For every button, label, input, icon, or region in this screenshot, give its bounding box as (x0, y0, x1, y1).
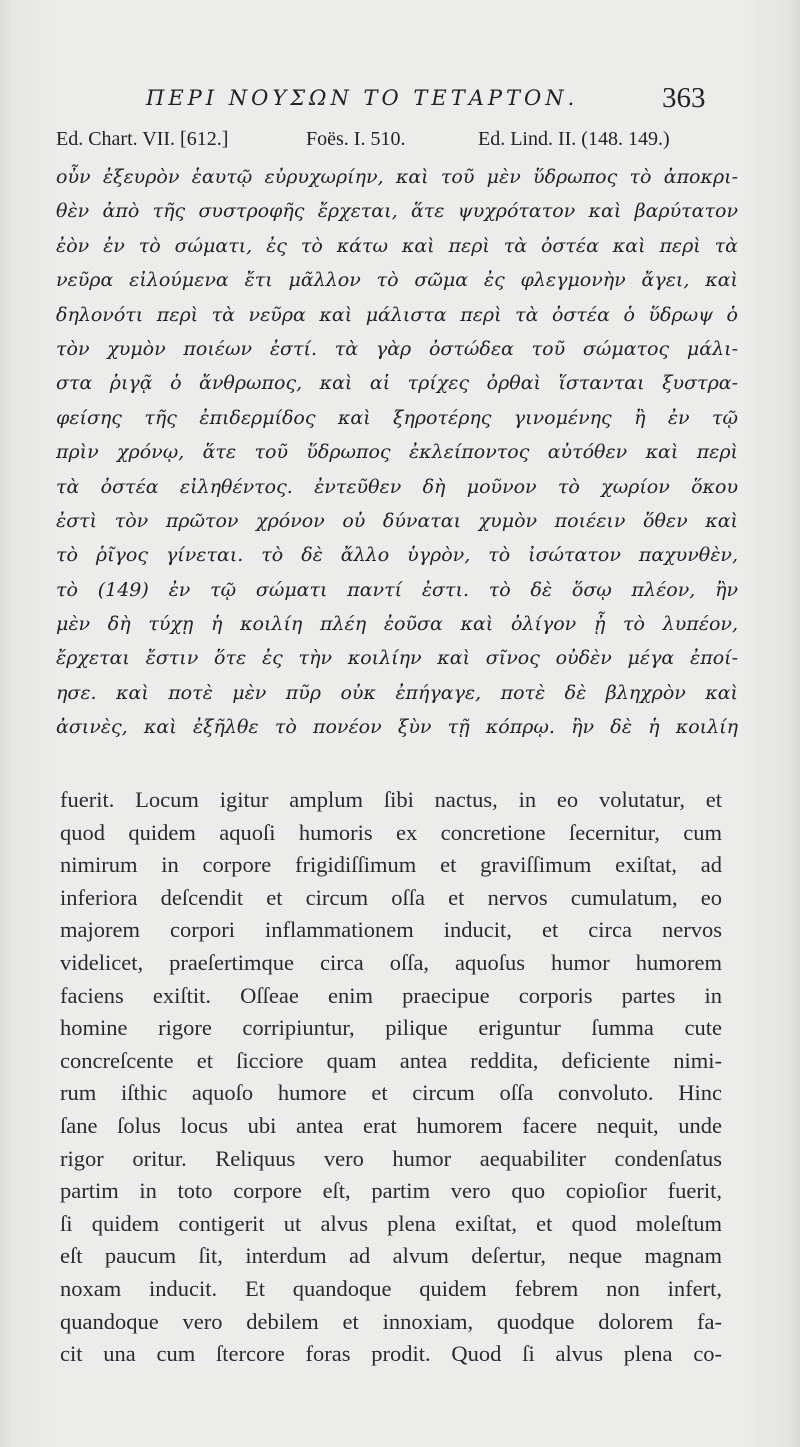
latin-line: faciens exiſtit. Oſſeae enim praecipue corporis partes in (60, 982, 722, 1008)
latin-line: ſi quidem contigerit ut alvus plena exiſtat, et quod moleſtum (60, 1210, 722, 1236)
latin-line: nimirum in corpore frigidiſſimum et graviſſimum exiſtat, ad (60, 852, 722, 878)
greek-line: ἐστὶ τὸν πρῶτον χρόνον οὐ δύναται χυμὸν ποιέειν ὅθεν καὶ (56, 509, 738, 532)
greek-line: θὲν ἀπὸ τῆς συστροφῆς ἔρχεται, ἅτε ψυχρότατον καὶ βαρύτατον (56, 200, 738, 223)
greek-line: νεῦρα εἰλούμενα ἔτι μᾶλλον τὸ σῶμα ἐς φλεγμονὴν ἄγει, καὶ (56, 269, 738, 292)
latin-line: quod quidem aquoſi humoris ex concretione ſecernitur, cum (60, 819, 722, 845)
greek-line: τὸ (149) ἐν τῷ σώματι παντί ἐστι. τὸ δὲ ὅσῳ πλέον, ἢν (56, 578, 738, 601)
greek-line: τὸ ῥῖγος γίνεται. τὸ δὲ ἄλλο ὑγρὸν, τὸ ἰσώτατον παχυνθὲν, (56, 544, 738, 567)
latin-line: noxam inducit. Et quandoque quidem febrem non infert, (60, 1275, 722, 1301)
edition-chartier: Ed. Chart. VII. [612.] (56, 128, 229, 150)
greek-line: πρὶν χρόνῳ, ἅτε τοῦ ὕδρωπος ἐκλείποντος αὐτόθεν καὶ περὶ (56, 441, 738, 464)
edition-linden: Ed. Lind. II. (148. 149.) (478, 128, 670, 150)
page-number: 363 (662, 82, 706, 114)
latin-line: fuerit. Locum igitur amplum ſibi nactus, in eo volutatur, et (60, 787, 722, 812)
greek-line: φείσης τῆς ἐπιδερμίδος καὶ ξηροτέρης γινομένης ἢ ἐν τῷ (56, 406, 738, 429)
latin-line: homine rigore corripiuntur, pilique eriguntur ſumma cute (60, 1015, 722, 1041)
latin-line: eſt paucum ſit, interdum ad alvum deſertur, neque magnam (60, 1243, 722, 1269)
greek-line: τὸν χυμὸν ποιέων ἐστί. τὰ γὰρ ὀστώδεα τοῦ σώματος μάλι- (56, 337, 738, 360)
latin-line: quandoque vero debilem et innoxiam, quodque dolorem fa- (60, 1308, 722, 1334)
latin-line: majorem corpori inflammationem inducit, et circa nervos (60, 917, 722, 943)
greek-line: τὰ ὀστέα εἰληθέντος. ἐντεῦθεν δὴ μοῦνον τὸ χωρίον ὅκου (56, 475, 738, 498)
latin-line: cit una cum ſtercore foras prodit. Quod ſi alvus plena co- (60, 1341, 722, 1367)
latin-line: ſane ſolus locus ubi antea erat humorem facere nequit, unde (60, 1112, 722, 1138)
latin-line: concreſcente et ſicciore quam antea reddita, deficiente nimi- (60, 1047, 722, 1073)
running-title: ΠΕΡΙ ΝΟΥΣΩΝ ΤΟ ΤΕΤΑΡΤΟΝ. (146, 86, 579, 110)
greek-line: στα ῥιγᾷ ὁ ἄνθρωπος, καὶ αἱ τρίχες ὀρθαὶ ἵστανται ξυστρα- (56, 372, 738, 395)
greek-line: ἐὸν ἐν τὸ σώματι, ἐς τὸ κάτω καὶ περὶ τὰ ὀστέα καὶ περὶ τὰ (56, 234, 738, 257)
greek-line: ἔρχεται ἔστιν ὅτε ἐς τὴν κοιλίην καὶ σῖνος οὐδὲν μέγα ἐποί- (56, 647, 738, 670)
latin-line: inferiora deſcendit et circum oſſa et nervos cumulatum, eo (60, 884, 722, 910)
greek-text-block (56, 160, 738, 745)
greek-line: μὲν δὴ τύχῃ ἡ κοιλίη πλέη ἐοῦσα καὶ ὀλίγον ᾖ τὸ λυπέον, (56, 613, 738, 636)
latin-line: videlicet, praeſertimque circa oſſa, aquoſus humor humorem (60, 949, 722, 975)
latin-text-block (60, 784, 722, 1371)
greek-line: ἀσινὲς, καὶ ἐξῆλθε τὸ πονέον ξὺν τῇ κόπρῳ. ἢν δὲ ἡ κοιλίη (56, 716, 738, 739)
running-head (0, 82, 800, 126)
latin-line: partim in toto corpore eſt, partim vero quo copioſior fuerit, (60, 1178, 722, 1204)
edition-foesius: Foës. I. 510. (306, 128, 406, 150)
latin-line: rigor oritur. Reliquus vero humor aequabiliter condenſatus (60, 1145, 722, 1171)
edition-references (56, 128, 756, 156)
greek-line: δηλονότι περὶ τὰ νεῦρα καὶ μάλιστα περὶ τὰ ὀστέα ὁ ὕδρωψ ὁ (56, 303, 738, 326)
greek-line: ησε. καὶ ποτὲ μὲν πῦρ οὐκ ἐπήγαγε, ποτὲ δὲ βληχρὸν καὶ (56, 681, 738, 704)
latin-line: rum iſthic aquoſo humore et circum oſſa convoluto. Hinc (60, 1080, 722, 1106)
greek-line: οὖν ἐξευρὸν ἑαυτῷ εὐρυχωρίην, καὶ τοῦ μὲν ὕδρωπος τὸ ἀποκρι- (56, 166, 738, 188)
